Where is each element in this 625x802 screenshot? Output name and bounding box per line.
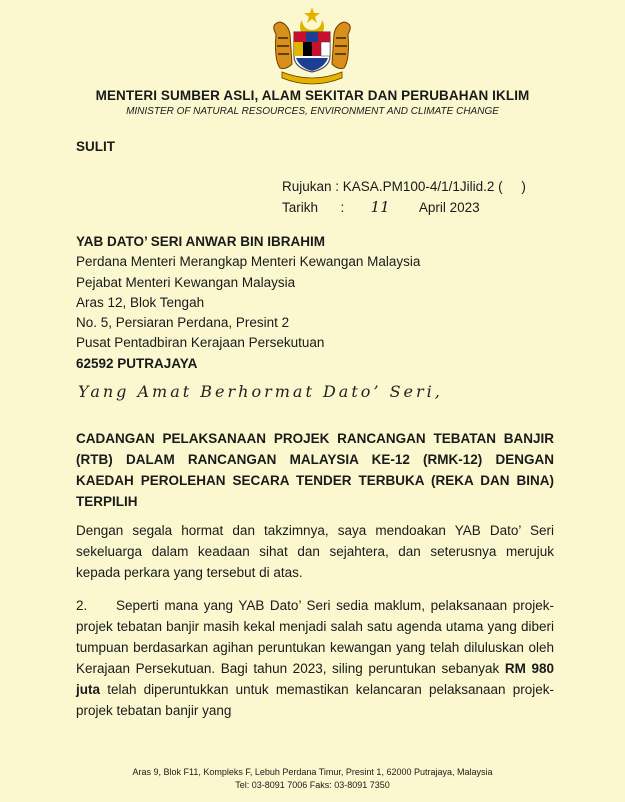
paragraph-number: 2. bbox=[76, 598, 88, 613]
letter-subject: CADANGAN PELAKSANAAN PROJEK RANCANGAN TEBATAN BANJIR (RTB) DALAM RANCANGAN MALAYSIA KE-12 (RMK-12) DENGAN KAEDAH PEROLEHAN SECARA TENDER TERBUKA (REKA DAN BINA) TERPILIH bbox=[76, 431, 554, 509]
allocation-amount: RM 980 juta bbox=[76, 661, 554, 697]
reference-label: Rujukan bbox=[282, 179, 332, 194]
handwritten-salutation: Yang Amat Berhormat Dato’ Seri, bbox=[78, 382, 443, 401]
recipient-title: Perdana Menteri Merangkap Menteri Kewangan Malaysia bbox=[76, 254, 421, 270]
paragraph-2-text-before: Seperti mana yang YAB Dato’ Seri sedia maklum, pelaksanaan projek-projek tebatan banjir masih kekal menjadi salah satu agenda utama yang diberi tumpuan berdasarkan agihan peruntukan kewangan yang telah diluluskan oleh Kerajaan Persekutuan. Bagi tahun 2023, siling peruntukan sebanyak bbox=[76, 598, 554, 676]
reference-block bbox=[282, 176, 526, 218]
recipient-office: Pejabat Menteri Kewangan Malaysia bbox=[76, 274, 296, 290]
paragraph-2 bbox=[76, 595, 554, 718]
date-row: Tarikh : 11 April 2023 bbox=[282, 198, 480, 216]
date-label: Tarikh bbox=[282, 200, 319, 215]
recipient-floor: Aras 12, Blok Tengah bbox=[76, 294, 205, 310]
ministry-name-malay: MENTERI SUMBER ASLI, ALAM SEKITAR DAN PERUBAHAN IKLIM bbox=[95, 88, 530, 103]
recipient-street: No. 5, Persiaran Perdana, Presint 2 bbox=[76, 315, 290, 331]
classification-label: SULIT bbox=[76, 139, 115, 154]
footer-address: Aras 9, Blok F11, Kompleks F, Lebuh Perdana Timur, Presint 1, 62000 Putrajaya, Malaysia bbox=[132, 767, 493, 777]
paragraph-2-text-after: telah diperuntukkan untuk memastikan kelancaran pelaksanaan projek-projek tebatan banjir yang bbox=[76, 682, 554, 718]
reference-number: KASA.PM100-4/1/1Jilid.2 ( ) bbox=[342, 179, 526, 194]
paragraph-1: Dengan segala hormat dan takzimnya, saya mendoakan YAB Dato’ Seri sekeluarga dalam keadaan sihat dan sejahtera, dan seterusnya merujuk kepada perkara yang tersebut di atas. bbox=[76, 523, 554, 580]
date-month-year: April 2023 bbox=[418, 200, 480, 215]
recipient-postcode: 62592 PUTRAJAYA bbox=[76, 355, 198, 371]
footer bbox=[0, 766, 625, 792]
malaysia-coat-of-arms-icon bbox=[262, 4, 362, 84]
reference-row: Rujukan : KASA.PM100-4/1/1Jilid.2 ( ) bbox=[282, 179, 526, 194]
recipient-address bbox=[76, 232, 420, 374]
footer-contact: Tel: 03-8091 7006 Faks: 03-8091 7350 bbox=[235, 780, 390, 790]
ministry-name-english: MINISTER OF NATURAL RESOURCES, ENVIRONMENT AND CLIMATE CHANGE bbox=[126, 106, 499, 117]
recipient-name: YAB DATO’ SERI ANWAR BIN IBRAHIM bbox=[76, 234, 326, 249]
date-day: 11 bbox=[370, 198, 390, 216]
recipient-area: Pusat Pentadbiran Kerajaan Persekutuan bbox=[76, 335, 325, 351]
